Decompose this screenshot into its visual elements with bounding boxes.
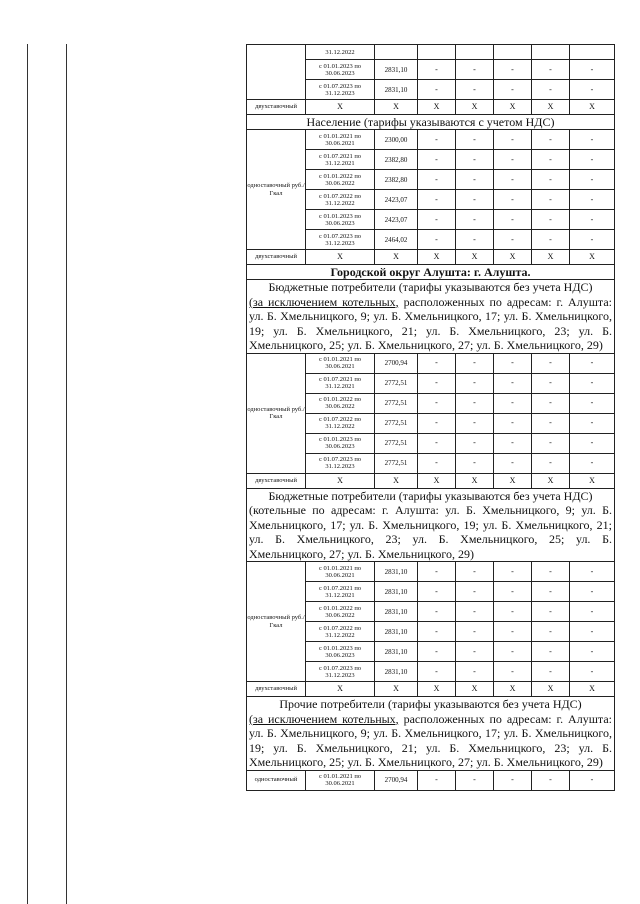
dash-cell: - [456,453,494,473]
dash-cell: - [456,433,494,453]
section-header: Бюджетные потребители (тарифы указываются без учета НДС) [268,280,593,294]
dash-cell: - [494,393,532,413]
dash-cell: - [570,602,615,622]
dash-cell: - [570,150,615,170]
dash-cell: - [456,170,494,190]
dash-cell: - [418,770,456,790]
tariff-value-cell: 2831,10 [375,602,418,622]
dash-cell: - [456,150,494,170]
table-row [247,100,615,115]
period-cell: 31.12.2022 [306,45,375,60]
dash-cell: - [456,622,494,642]
tariff-kind-cell: одноставочный руб./Гкал [247,130,306,250]
dash-cell: - [532,60,570,80]
tariff-value-cell [375,45,418,60]
dash-cell: - [456,393,494,413]
tariff-table [246,44,615,791]
table-row [247,265,615,280]
dash-cell: - [418,353,456,373]
dash-cell: - [494,190,532,210]
dash-cell: - [494,210,532,230]
period-cell: с 01.07.2022 по 31.12.2022 [306,622,375,642]
dash-cell: - [418,582,456,602]
dash-cell: - [494,562,532,582]
tariff-kind-cell: одноставочный руб./Гкал [247,353,306,473]
dash-cell: - [494,150,532,170]
table-row [247,280,615,354]
period-cell: с 01.01.2023 по 30.06.2023 [306,210,375,230]
x-cell: Х [494,250,532,265]
dash-cell: - [418,373,456,393]
dash-cell: - [456,582,494,602]
address-list: расположенных по адресам: г. Алушта: ул. Б. Хмельницкого, 9; ул. Б. Хмельницкого, 17; ул. Б. Хмельницкого, 19; ул. Б. Хмельницкого, 21; ул. Б. Хмельницкого, 23; ул. Б. Хмельницкого, 25; ул. Б. Хмельницкого, 27; ул. Б. Хмельницкого, 29) [249,294,612,352]
x-cell: Х [494,473,532,488]
tariff-value-cell: 2772,51 [375,453,418,473]
dash-cell: - [456,80,494,100]
x-cell: Х [375,100,418,115]
x-cell: Х [375,250,418,265]
dash-cell: - [494,582,532,602]
period-cell: с 01.01.2021 по 30.06.2021 [306,353,375,373]
x-cell: Х [532,250,570,265]
dash-cell: - [570,433,615,453]
dash-cell: - [418,413,456,433]
table-row [247,45,615,60]
dash-cell: - [418,230,456,250]
dash-cell: - [418,80,456,100]
dash-cell [532,45,570,60]
tariff-value-cell: 2464,02 [375,230,418,250]
dash-cell: - [570,642,615,662]
dash-cell: - [570,582,615,602]
dash-cell: - [532,413,570,433]
dash-cell: - [532,130,570,150]
x-cell: Х [494,100,532,115]
x-cell: Х [306,100,375,115]
x-cell: Х [570,250,615,265]
dash-cell: - [532,210,570,230]
tariff-document [246,44,614,791]
tariff-value-cell: 2831,10 [375,582,418,602]
dash-cell: - [532,373,570,393]
period-cell: с 01.01.2023 по 30.06.2023 [306,60,375,80]
x-cell: Х [306,682,375,697]
dash-cell: - [418,433,456,453]
dash-cell: - [532,662,570,682]
x-cell: Х [306,473,375,488]
dash-cell: - [570,353,615,373]
dash-cell: - [532,562,570,582]
period-cell: с 01.07.2021 по 31.12.2021 [306,373,375,393]
tariff-value-cell: 2831,10 [375,662,418,682]
tariff-value-cell: 2700,94 [375,353,418,373]
x-cell: Х [456,250,494,265]
dash-cell: - [418,150,456,170]
dash-cell [570,45,615,60]
dash-cell: - [456,353,494,373]
dash-cell: - [532,642,570,662]
dash-cell: - [456,602,494,622]
section-description [247,488,615,562]
table-row [247,130,615,150]
dash-cell: - [570,453,615,473]
dash-cell: - [494,80,532,100]
tariff-kind-double-cell: двухставочный [247,473,306,488]
tariff-value-cell: 2382,80 [375,150,418,170]
section-header: Бюджетные потребители (тарифы указываются без учета НДС) [268,488,593,503]
dash-cell: - [418,602,456,622]
x-cell: Х [418,682,456,697]
address-list: расположенных по адресам: г. Алушта: ул. Б. Хмельницкого, 9; ул. Б. Хмельницкого, 17; ул. Б. Хмельницкого, 19; ул. Б. Хмельницкого, 21; ул. Б. Хмельницкого, 23; ул. Б. Хмельницкого, 25; ул. Б. Хмельницкого, 27; ул. Б. Хмельницкого, 29) [249,711,612,769]
tariff-value-cell: 2772,51 [375,393,418,413]
dash-cell: - [494,230,532,250]
table-row [247,250,615,265]
x-cell: Х [456,473,494,488]
district-title: Городской округ Алушта: г. Алушта. [247,265,615,280]
dash-cell: - [494,413,532,433]
dash-cell: - [570,170,615,190]
dash-cell: - [418,642,456,662]
section-description [247,280,615,354]
dash-cell: - [570,770,615,790]
dash-cell: - [570,80,615,100]
section-header: Прочие потребители (тарифы указываются без учета НДС) [279,697,582,711]
x-cell: Х [418,473,456,488]
period-cell: с 01.01.2023 по 30.06.2023 [306,433,375,453]
dash-cell: - [532,170,570,190]
dash-cell: - [532,230,570,250]
period-cell: с 01.07.2021 по 31.12.2021 [306,582,375,602]
dash-cell: - [456,662,494,682]
tariff-value-cell: 2772,51 [375,413,418,433]
dash-cell: - [418,170,456,190]
x-cell: Х [494,682,532,697]
dash-cell: - [494,770,532,790]
dash-cell: - [532,582,570,602]
dash-cell: - [532,770,570,790]
dash-cell: - [456,770,494,790]
x-cell: Х [375,682,418,697]
period-cell: с 01.07.2021 по 31.12.2021 [306,150,375,170]
exclusion-label: (за исключением котельных, [249,294,399,309]
dash-cell: - [456,60,494,80]
tariff-value-cell: 2700,94 [375,770,418,790]
period-cell: с 01.01.2022 по 30.06.2022 [306,602,375,622]
x-cell: Х [418,250,456,265]
dash-cell: - [532,622,570,642]
dash-cell: - [418,562,456,582]
x-cell: Х [532,473,570,488]
x-cell: Х [532,682,570,697]
dash-cell: - [494,60,532,80]
dash-cell: - [532,353,570,373]
x-cell: Х [570,682,615,697]
tariff-value-cell: 2831,10 [375,622,418,642]
dash-cell: - [456,642,494,662]
dash-cell: - [532,393,570,413]
tariff-value-cell: 2300,00 [375,130,418,150]
dash-cell: - [570,60,615,80]
tariff-kind-cell [247,45,306,100]
period-cell: с 01.01.2021 по 30.06.2021 [306,130,375,150]
dash-cell: - [570,130,615,150]
dash-cell: - [570,190,615,210]
x-cell: Х [306,250,375,265]
dash-cell: - [570,230,615,250]
period-cell: с 01.01.2023 по 30.06.2023 [306,642,375,662]
dash-cell: - [418,210,456,230]
dash-cell [456,45,494,60]
table-row [247,115,615,130]
dash-cell: - [532,602,570,622]
dash-cell: - [570,622,615,642]
tariff-value-cell: 2423,07 [375,190,418,210]
dash-cell: - [532,453,570,473]
dash-cell: - [570,373,615,393]
dash-cell: - [456,230,494,250]
section-description [247,697,615,771]
tariff-value-cell: 2772,51 [375,373,418,393]
period-cell: с 01.01.2022 по 30.06.2022 [306,393,375,413]
tariff-kind-double-cell: двухставочный [247,250,306,265]
dash-cell: - [494,642,532,662]
dash-cell: - [418,393,456,413]
dash-cell: - [456,130,494,150]
dash-cell: - [418,662,456,682]
dash-cell: - [570,662,615,682]
x-cell: Х [532,100,570,115]
period-cell: с 01.01.2022 по 30.06.2022 [306,170,375,190]
table-row [247,353,615,373]
dash-cell: - [456,413,494,433]
tariff-kind-cell: одноставочный руб./Гкал [247,562,306,682]
tariff-value-cell: 2831,10 [375,80,418,100]
dash-cell: - [570,393,615,413]
dash-cell: - [456,210,494,230]
dash-cell: - [418,453,456,473]
dash-cell: - [494,622,532,642]
dash-cell: - [418,60,456,80]
table-row [247,682,615,697]
tariff-value-cell: 2831,10 [375,562,418,582]
table-row [247,488,615,562]
dash-cell: - [494,373,532,393]
dash-cell: - [570,413,615,433]
address-list: (котельные по адресам: г. Алушта: ул. Б. Хмельницкого, 9; ул. Б. Хмельницкого, 17; ул. Б. Хмельницкого, 19; ул. Б. Хмельницкого, 21; ул. Б. Хмельницкого, 23; ул. Б. Хмельницкого, 25; ул. Б. Хмельницкого, 27; ул. Б. Хмельницкого, 29) [249,503,612,561]
period-cell: с 01.01.2021 по 30.06.2021 [306,770,375,790]
tariff-value-cell: 2423,07 [375,210,418,230]
dash-cell [494,45,532,60]
x-cell: Х [456,682,494,697]
x-cell: Х [418,100,456,115]
period-cell: с 01.07.2023 по 31.12.2023 [306,662,375,682]
period-cell: с 01.07.2023 по 31.12.2023 [306,80,375,100]
dash-cell: - [418,190,456,210]
table-row [247,697,615,771]
period-cell: с 01.07.2022 по 31.12.2022 [306,413,375,433]
tariff-kind-double-cell: двухставочный [247,682,306,697]
tariff-kind-double-cell: двухставочный [247,100,306,115]
dash-cell: - [532,80,570,100]
period-cell: с 01.07.2023 по 31.12.2023 [306,230,375,250]
dash-cell: - [494,433,532,453]
dash-cell: - [418,622,456,642]
table-row [247,562,615,582]
period-cell: с 01.07.2022 по 31.12.2022 [306,190,375,210]
x-cell: Х [570,100,615,115]
dash-cell: - [418,130,456,150]
dash-cell: - [494,353,532,373]
dash-cell: - [494,453,532,473]
table-row [247,770,615,790]
dash-cell: - [494,602,532,622]
dash-cell: - [532,150,570,170]
tariff-value-cell: 2382,80 [375,170,418,190]
tariff-kind-cell: одноставочный [247,770,306,790]
dash-cell: - [494,662,532,682]
dash-cell: - [456,190,494,210]
dash-cell: - [570,210,615,230]
table-row [247,473,615,488]
tariff-value-cell: 2831,10 [375,642,418,662]
x-cell: Х [456,100,494,115]
dash-cell: - [456,373,494,393]
section-header: Население (тарифы указываются с учетом НДС) [247,115,615,130]
margin-line-right [66,44,67,904]
x-cell: Х [375,473,418,488]
x-cell: Х [570,473,615,488]
period-cell: с 01.01.2021 по 30.06.2021 [306,562,375,582]
dash-cell: - [570,562,615,582]
dash-cell: - [456,562,494,582]
exclusion-label: (за исключением котельных, [249,711,399,726]
dash-cell: - [494,170,532,190]
tariff-value-cell: 2831,10 [375,60,418,80]
tariff-value-cell: 2772,51 [375,433,418,453]
dash-cell: - [532,433,570,453]
dash-cell: - [532,190,570,210]
dash-cell: - [494,130,532,150]
period-cell: с 01.07.2023 по 31.12.2023 [306,453,375,473]
margin-line-left [27,44,28,904]
dash-cell [418,45,456,60]
